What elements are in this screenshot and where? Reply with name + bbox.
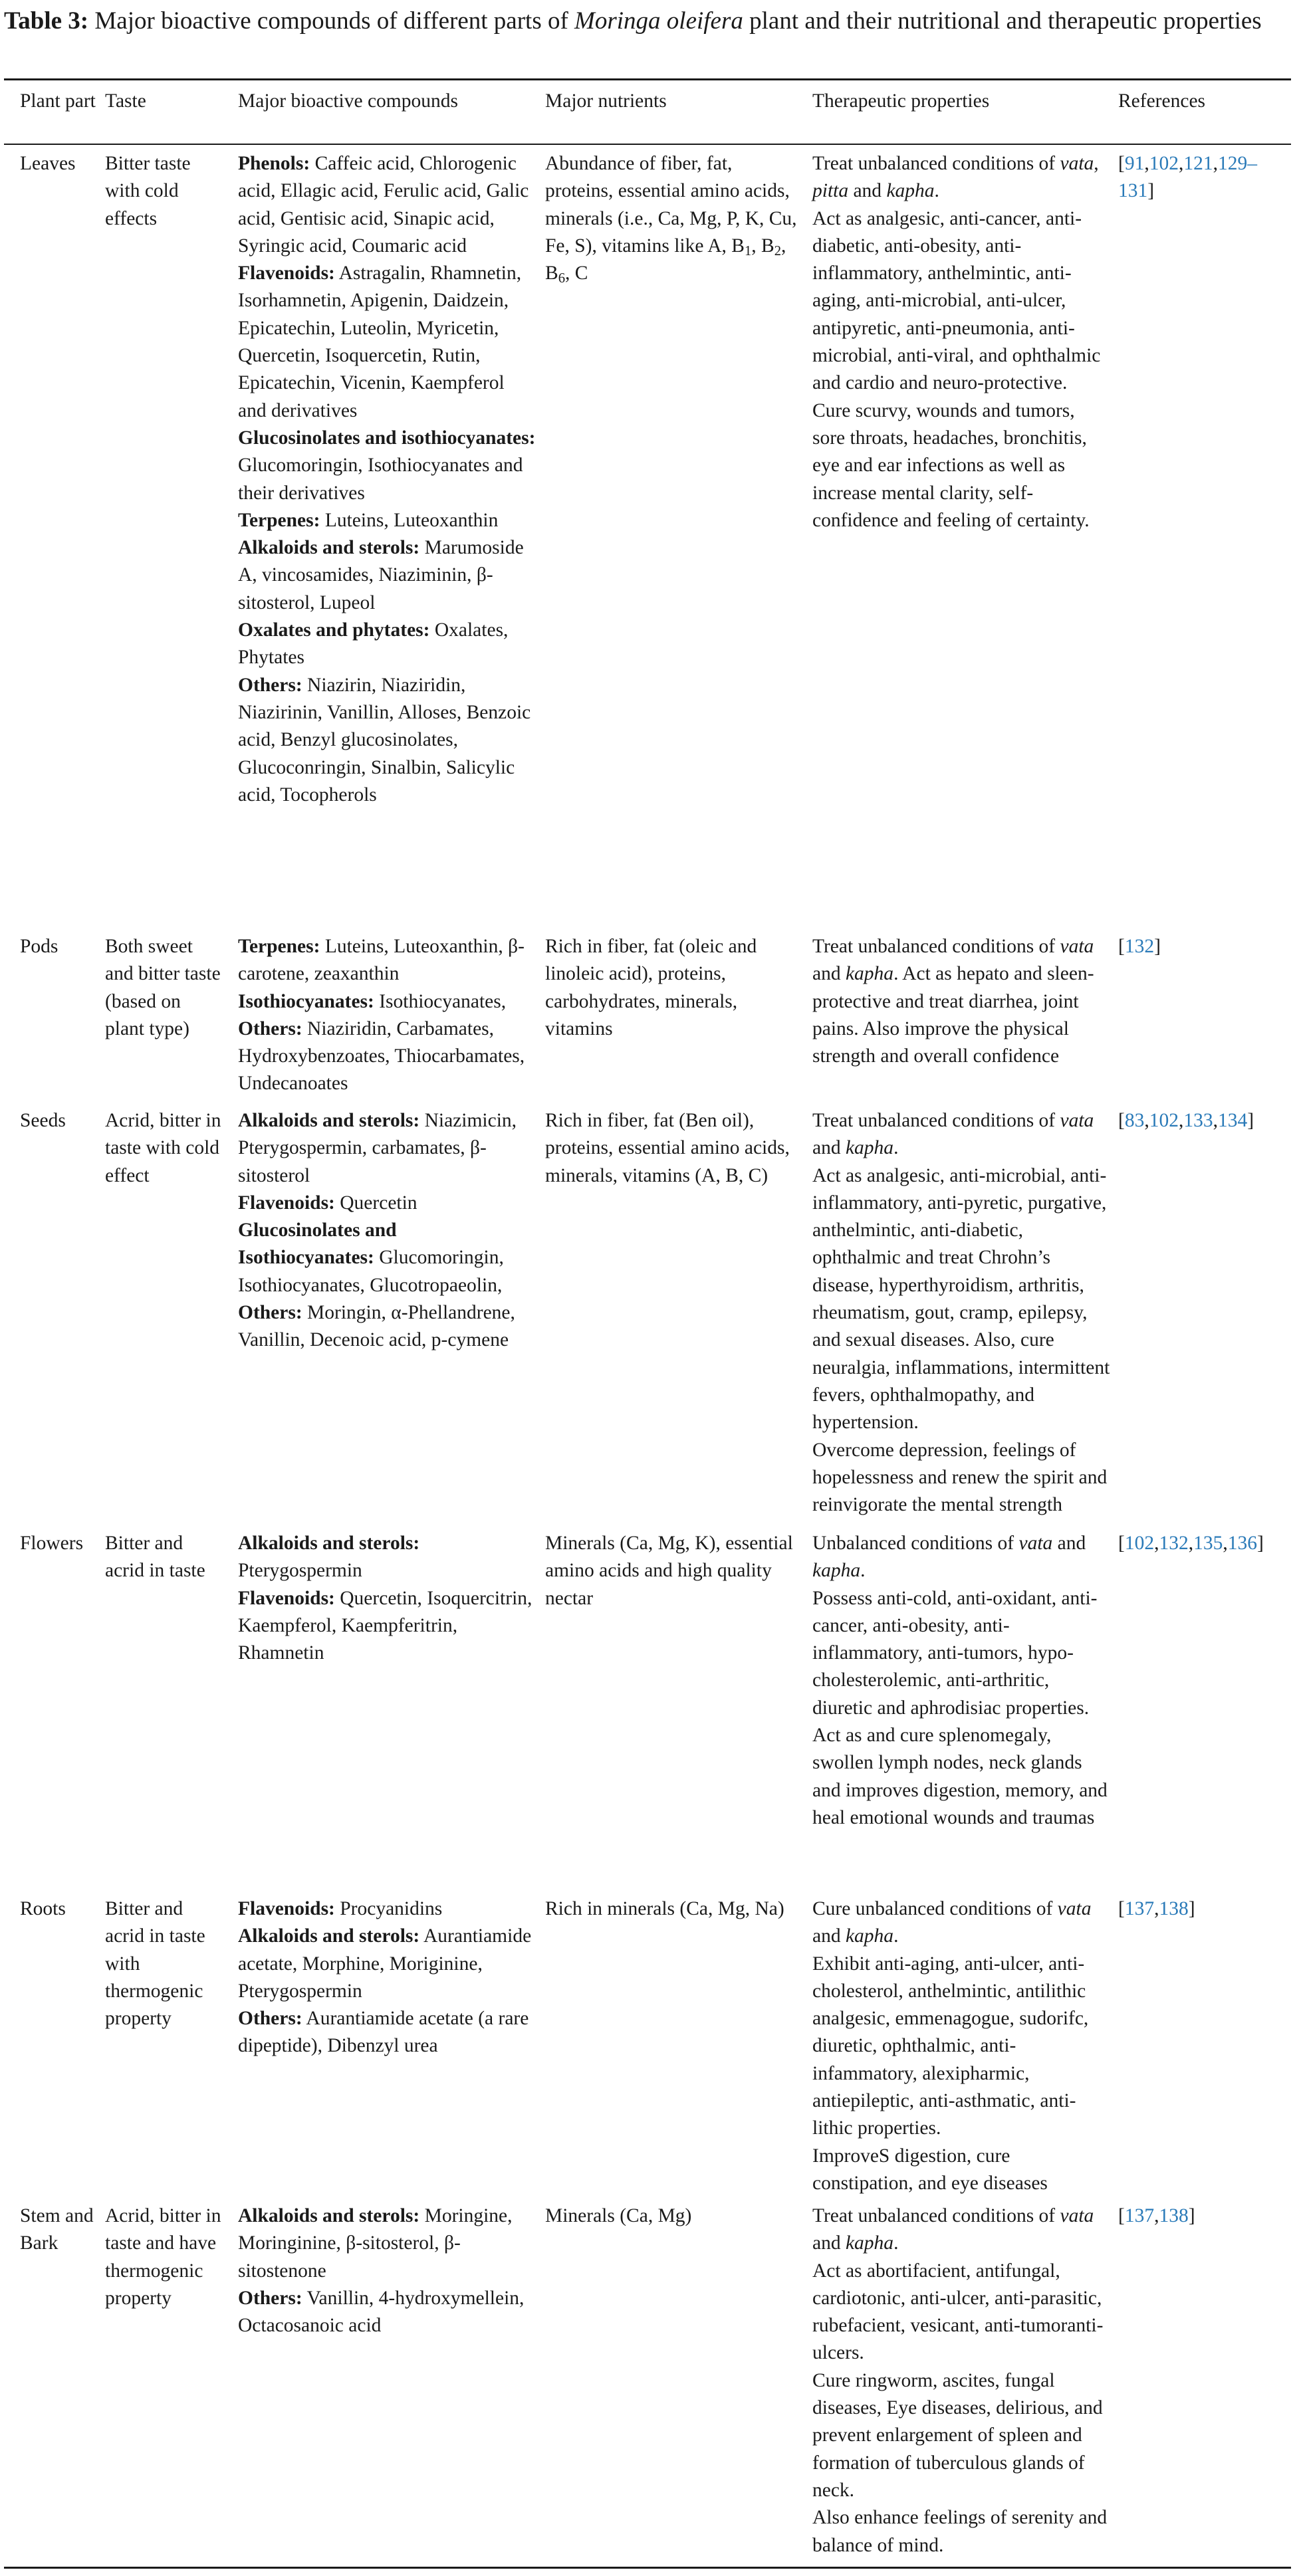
therapeutic-paragraph: Act as and cure splenomegaly, swollen lymph nodes, neck glands and improves digestion, memory, and heal emotional wounds and traumas	[812, 1725, 1108, 1828]
compound-group: Alkaloids and sterols: Marumoside A, vincosamides, Niaziminin, β-sitosterol, Lupeol	[238, 537, 524, 613]
therapeutic-paragraph: Treat unbalanced conditions of vata and kapha. Act as hepato and sleen-protective and treat diarrhea, joint pains. Also improve the physical strength and overall confidence	[812, 936, 1094, 1067]
bottom-rule	[4, 2567, 1291, 2569]
row-flowers-part: Flowers	[20, 1533, 84, 1554]
compound-group: Glucosinolates and Isothiocyanates: Glucomoringin, Isothiocyanates, Glucotropaeolin,	[238, 1220, 504, 1296]
row-stem-part: Stem and Bark	[20, 2205, 94, 2254]
row-pods-taste: Both sweet and bitter taste (based on plant type)	[105, 936, 221, 1039]
therapeutic-paragraph: Act as abortifacient, antifungal, cardiotonic, anti-ulcer, anti-parasitic, rubefacient, vesicant, anti-tumoranti-ulcers.	[812, 2260, 1104, 2364]
compound-group: Others: Niazirin, Niaziridin, Niazirinin, Vanillin, Alloses, Benzoic acid, Benzyl glucosinolates, Glucoconringin, Sinalbin, Salicylic acid, Tocopherols	[238, 674, 531, 805]
therapeutic-paragraph: Exhibit anti-aging, anti-ulcer, anti-cholesterol, anthelmintic, antilithic analgesic, emmenagogue, sudorifc, diuretic, ophthalmic, anti-infammatory, alexipharmic, antiepileptic, anti-asthmatic, anti-lithic properties.	[812, 1953, 1089, 2139]
row-roots-compounds	[238, 1895, 537, 2060]
row-stem-compounds	[238, 2202, 537, 2339]
compound-group: Others: Vanillin, 4-hydroxymellein, Octacosanoic acid	[238, 2287, 525, 2337]
row-seeds-therapeutic	[812, 1107, 1112, 1519]
compound-group: Alkaloids and sterols: Pterygospermin	[238, 1533, 420, 1582]
row-stem-therapeutic	[812, 2202, 1112, 2559]
header-plant-part: Plant part	[20, 90, 96, 112]
row-roots-part: Roots	[20, 1898, 66, 1919]
row-roots-therapeutic	[812, 1895, 1112, 2197]
therapeutic-paragraph: Possess anti-cold, anti-oxidant, anti-cancer, anti-obesity, anti-inflammatory, anti-tumors, hypo-cholesterolemic, anti-arthritic, diuretic and aphrodisiac properties.	[812, 1587, 1098, 1719]
reference-link[interactable]: 132	[1159, 1533, 1189, 1554]
reference-link[interactable]: 136	[1227, 1533, 1257, 1554]
therapeutic-paragraph: Treat unbalanced conditions of vata, pitta and kapha.	[812, 153, 1099, 202]
row-roots-nutrients: Rich in minerals (Ca, Mg, Na)	[545, 1898, 784, 1919]
therapeutic-paragraph: Cure ringworm, ascites, fungal diseases, Eye diseases, delirious, and prevent enlargement of spleen and formation of tuberculous glands of neck.	[812, 2369, 1103, 2501]
therapeutic-paragraph: ImproveS digestion, cure constipation, and eye diseases	[812, 2145, 1048, 2194]
top-rule	[4, 78, 1291, 80]
therapeutic-paragraph: Unbalanced conditions of vata and kapha.	[812, 1533, 1086, 1582]
row-flowers-references: [102,132,135,136]	[1118, 1533, 1264, 1554]
row-stem-nutrients: Minerals (Ca, Mg)	[545, 2205, 692, 2226]
reference-link[interactable]: 91	[1124, 153, 1145, 174]
reference-link[interactable]: 83	[1124, 1110, 1145, 1131]
reference-link[interactable]: 102	[1124, 1533, 1155, 1554]
row-leaves-part: Leaves	[20, 153, 76, 174]
row-seeds-nutrients: Rich in fiber, fat (Ben oil), proteins, essential amino acids, minerals, vitamins (A, B, C)	[545, 1110, 790, 1186]
compound-group: Terpenes: Luteins, Luteoxanthin	[238, 509, 499, 531]
reference-link[interactable]: 132	[1124, 936, 1155, 957]
header-nutrients: Major nutrients	[545, 90, 667, 112]
row-seeds-part: Seeds	[20, 1110, 66, 1131]
therapeutic-paragraph: Cure scurvy, wounds and tumors, sore throats, headaches, bronchitis, eye and ear infections as well as increase mental clarity, self-confidence and feeling of certainty.	[812, 399, 1090, 531]
header-compounds: Major bioactive compounds	[238, 90, 458, 112]
row-roots-taste: Bitter and acrid in taste with thermogenic property	[105, 1898, 205, 2030]
row-seeds-taste: Acrid, bitter in taste with cold effect	[105, 1110, 221, 1186]
header-therapeutic: Therapeutic properties	[812, 90, 990, 112]
row-leaves-compounds	[238, 150, 537, 809]
row-flowers-taste: Bitter and acrid in taste	[105, 1533, 205, 1582]
reference-link[interactable]: 134	[1217, 1110, 1248, 1131]
row-seeds-compounds	[238, 1107, 537, 1354]
row-leaves-references: [91,102,121,129–131]	[1118, 153, 1257, 202]
reference-link[interactable]: 121	[1183, 153, 1213, 174]
compound-group: Glucosinolates and isothiocyanates: Glucomoringin, Isothiocyanates and their derivatives	[238, 427, 536, 504]
therapeutic-paragraph: Act as analgesic, anti-microbial, anti-inflammatory, anti-pyretic, purgative, anthelmintic, anti-diabetic, ophthalmic and treat Chrohn’s disease, hyperthyroidism, arthritis, rheumatism, gout, cramp, epilepsy, and sexual diseases. Also, cure neuralgia, inflammations, intermittent fevers, ophthalmopathy, and hypertension.	[812, 1164, 1110, 1434]
therapeutic-paragraph: Overcome depression, feelings of hopelessness and renew the spirit and reinvigorate the mental strength	[812, 1439, 1108, 1516]
header-rule	[4, 144, 1291, 145]
reference-link[interactable]: 129–131	[1118, 153, 1257, 202]
compound-group: Alkaloids and sterols: Niazimicin, Pterygospermin, carbamates, β-sitosterol	[238, 1110, 517, 1186]
reference-link[interactable]: 137	[1124, 2205, 1155, 2226]
row-flowers-nutrients: Minerals (Ca, Mg, K), essential amino acids and high quality nectar	[545, 1533, 793, 1609]
row-stem-taste: Acrid, bitter in taste and have thermogenic property	[105, 2205, 221, 2309]
compound-group: Alkaloids and sterols: Aurantiamide acetate, Morphine, Moriginine, Pterygospermin	[238, 1925, 532, 2002]
therapeutic-paragraph: Cure unbalanced conditions of vata and kapha.	[812, 1898, 1092, 1947]
compound-group: Terpenes: Luteins, Luteoxanthin, β-carotene, zeaxanthin	[238, 936, 525, 985]
compound-group: Oxalates and phytates: Oxalates, Phytates	[238, 619, 509, 669]
therapeutic-paragraph: Also enhance feelings of serenity and balance of mind.	[812, 2507, 1108, 2556]
compound-group: Flavenoids: Procyanidins	[238, 1898, 443, 1919]
reference-link[interactable]: 102	[1149, 1110, 1179, 1131]
row-flowers-compounds	[238, 1530, 537, 1667]
row-seeds-references: [83,102,133,134]	[1118, 1110, 1254, 1131]
header-taste: Taste	[105, 90, 146, 112]
compound-group: Isothiocyanates: Isothiocyanates,	[238, 990, 507, 1012]
therapeutic-paragraph: Treat unbalanced conditions of vata and kapha.	[812, 1110, 1094, 1159]
compound-group: Flavenoids: Quercetin, Isoquercitrin, Kaempferol, Kaempferitrin, Rhamnetin	[238, 1587, 532, 1664]
row-pods-compounds	[238, 933, 537, 1098]
row-pods-nutrients: Rich in fiber, fat (oleic and linoleic acid), proteins, carbohydrates, minerals, vitamins	[545, 936, 757, 1039]
compound-group: Flavenoids: Astragalin, Rhamnetin, Isorhamnetin, Apigenin, Daidzein, Epicatechin, Luteolin, Myricetin, Quercetin, Isoquercetin, Rutin, Epicatechin, Vicenin, Kaempferol and derivatives	[238, 263, 522, 421]
row-pods-references: [132]	[1118, 936, 1161, 957]
row-leaves-therapeutic	[812, 150, 1112, 534]
compound-group: Others: Aurantiamide acetate (a rare dipeptide), Dibenzyl urea	[238, 2008, 529, 2057]
compound-group: Alkaloids and sterols: Moringine, Moringinine, β-sitosterol, β-sitostenone	[238, 2205, 513, 2282]
compound-group: Others: Moringin, α-Phellandrene, Vanillin, Decenoic acid, p-cymene	[238, 1302, 515, 1351]
reference-link[interactable]: 138	[1159, 2205, 1189, 2226]
compound-group: Phenols: Caffeic acid, Chlorogenic acid, Ellagic acid, Ferulic acid, Galic acid, Gentisic acid, Sinapic acid, Syringic acid, Coumaric acid	[238, 153, 529, 257]
caption-text-after: plant and their nutritional and therapeutic properties	[743, 7, 1262, 35]
row-pods-therapeutic	[812, 933, 1112, 1070]
row-leaves-taste: Bitter taste with cold effects	[105, 153, 191, 229]
compound-group: Flavenoids: Quercetin	[238, 1192, 417, 1214]
therapeutic-paragraph: Act as analgesic, anti-cancer, anti-diabetic, anti-obesity, anti-inflammatory, anthelmintic, anti-aging, anti-microbial, anti-ulcer, antipyretic, anti-pneumonia, anti-microbial, anti-viral, and ophthalmic and cardio and neuro-protective.	[812, 207, 1101, 394]
row-flowers-therapeutic	[812, 1530, 1112, 1832]
caption-text-before: Major bioactive compounds of different parts of	[94, 7, 575, 35]
reference-link[interactable]: 137	[1124, 1898, 1155, 1919]
compound-group: Others: Niaziridin, Carbamates, Hydroxybenzoates, Thiocarbamates, Undecanoates	[238, 1018, 525, 1095]
therapeutic-paragraph: Treat unbalanced conditions of vata and kapha.	[812, 2205, 1094, 2254]
reference-link[interactable]: 135	[1193, 1533, 1223, 1554]
reference-link[interactable]: 102	[1149, 153, 1179, 174]
reference-link[interactable]: 133	[1183, 1110, 1213, 1131]
reference-link[interactable]: 138	[1159, 1898, 1189, 1919]
caption-label: Table 3:	[4, 7, 89, 35]
row-roots-references: [137,138]	[1118, 1898, 1195, 1919]
row-stem-references: [137,138]	[1118, 2205, 1195, 2226]
header-references: References	[1118, 90, 1206, 112]
row-leaves-nutrients: Abundance of fiber, fat, proteins, essential amino acids, minerals (i.e., Ca, Mg, P, K, Cu, Fe, S), vitamins like A, $B_1$, $B_2$, $B_6$, C	[545, 153, 797, 286]
caption-species: Moringa oleifera	[574, 7, 743, 35]
row-pods-part: Pods	[20, 936, 59, 957]
table-caption	[4, 5, 1294, 37]
